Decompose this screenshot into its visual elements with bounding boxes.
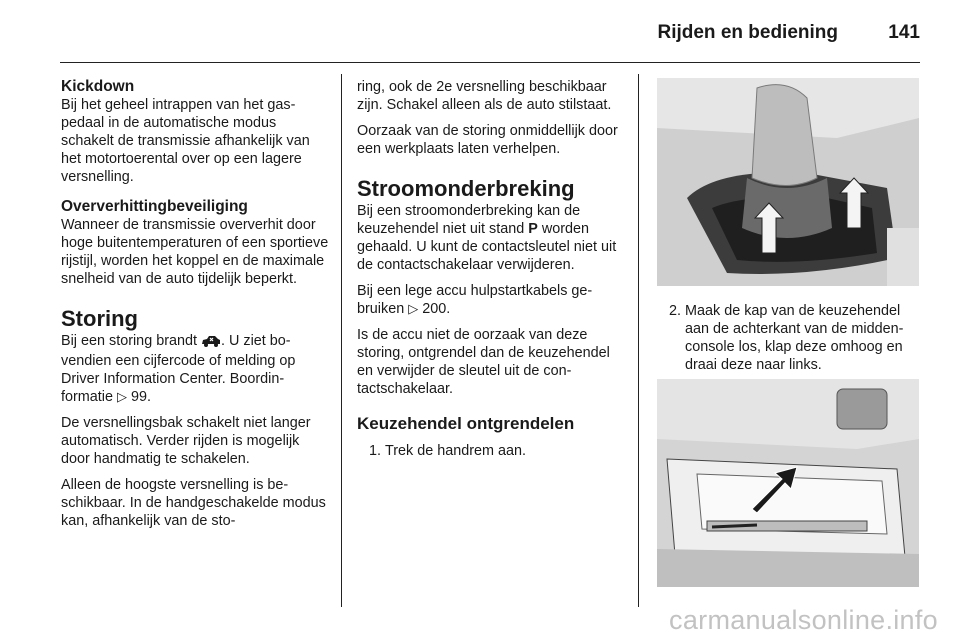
- column-left: [61, 78, 329, 530]
- column-divider: [341, 74, 342, 607]
- list-item: 2. Maak de kap van de keuzehendel aan de achterkant van de middenconsole los, klap deze omhoog en draai deze naar links.: [668, 303, 904, 373]
- gear-lever-illustration: [657, 78, 919, 286]
- kickdown-heading: Kickdown: [61, 78, 135, 95]
- column-right: [657, 302, 919, 374]
- page-number: 141: [888, 22, 920, 43]
- storing-continued-1: ring, ook de 2e versnelling beschikbaar zijn. Schakel alleen als de auto stilstaat.: [357, 79, 612, 113]
- watermark: carmanualsonline.info: [669, 605, 938, 635]
- storing-paragraph-1: Bij een storing brandt . U ziet bovendien een cijfercode of melding op Driver Information Center. Boordinformatie ▷ 99.: [61, 333, 296, 405]
- storing-paragraph-3: Alleen de hoogste versnelling is beschikbaar. In de handgeschakelde modus kan, afhankelijk van de sto-: [61, 477, 326, 529]
- stroom-heading: Stroomonderbreking: [357, 176, 575, 201]
- page-header: [60, 0, 920, 63]
- kickdown-text: Bij het geheel intrappen van het gaspedaal in de automatische modus schakelt de transmissie afhankelijk van het motortoerental over op een lagere versnelling.: [61, 97, 310, 185]
- stroom-paragraph-2: Bij een lege accu hulpstartkabels gebruiken ▷ 200.: [357, 283, 593, 317]
- stroom-paragraph-3: Is de accu niet de oorzaak van deze storing, ontgrendel dan de keuzehendel en verwijder de sleutel uit de contactschakelaar.: [357, 327, 610, 397]
- overheat-text: Wanneer de transmissie oververhit door hoge buitentemperaturen of een sportieve rijstijl, worden het koppel en de maximale snelheid van de auto tijdelijk beperkt.: [61, 217, 329, 287]
- console-illustration: [657, 379, 919, 587]
- column-middle: [357, 78, 623, 460]
- stroom-paragraph-1: Bij een stroomonderbreking kan de keuzehendel niet uit stand P worden gehaald. U kunt de contactsleutel niet uit de contactschakelaar verwijderen.: [357, 203, 617, 273]
- overheat-heading: Oververhittingbeveiliging: [61, 198, 248, 215]
- keuzehendel-heading: Keuzehendel ontgrendelen: [357, 414, 575, 433]
- page-title: Rijden en bediening: [657, 22, 838, 43]
- storing-paragraph-2: De versnellingsbak schakelt niet langer automatisch. Verder rijden is mogelijk door handmatig te schakelen.: [61, 415, 311, 467]
- page-reference-icon: ▷: [116, 389, 127, 404]
- storing-continued-2: Oorzaak van de storing onmiddellijk door een werkplaats laten verhelpen.: [357, 123, 618, 157]
- page-reference-icon: ▷: [408, 301, 419, 316]
- list-item: 1. Trek de handrem aan.: [368, 443, 527, 459]
- car-warning-icon: [201, 334, 221, 352]
- column-divider: [638, 74, 639, 607]
- storing-heading: Storing: [61, 306, 138, 331]
